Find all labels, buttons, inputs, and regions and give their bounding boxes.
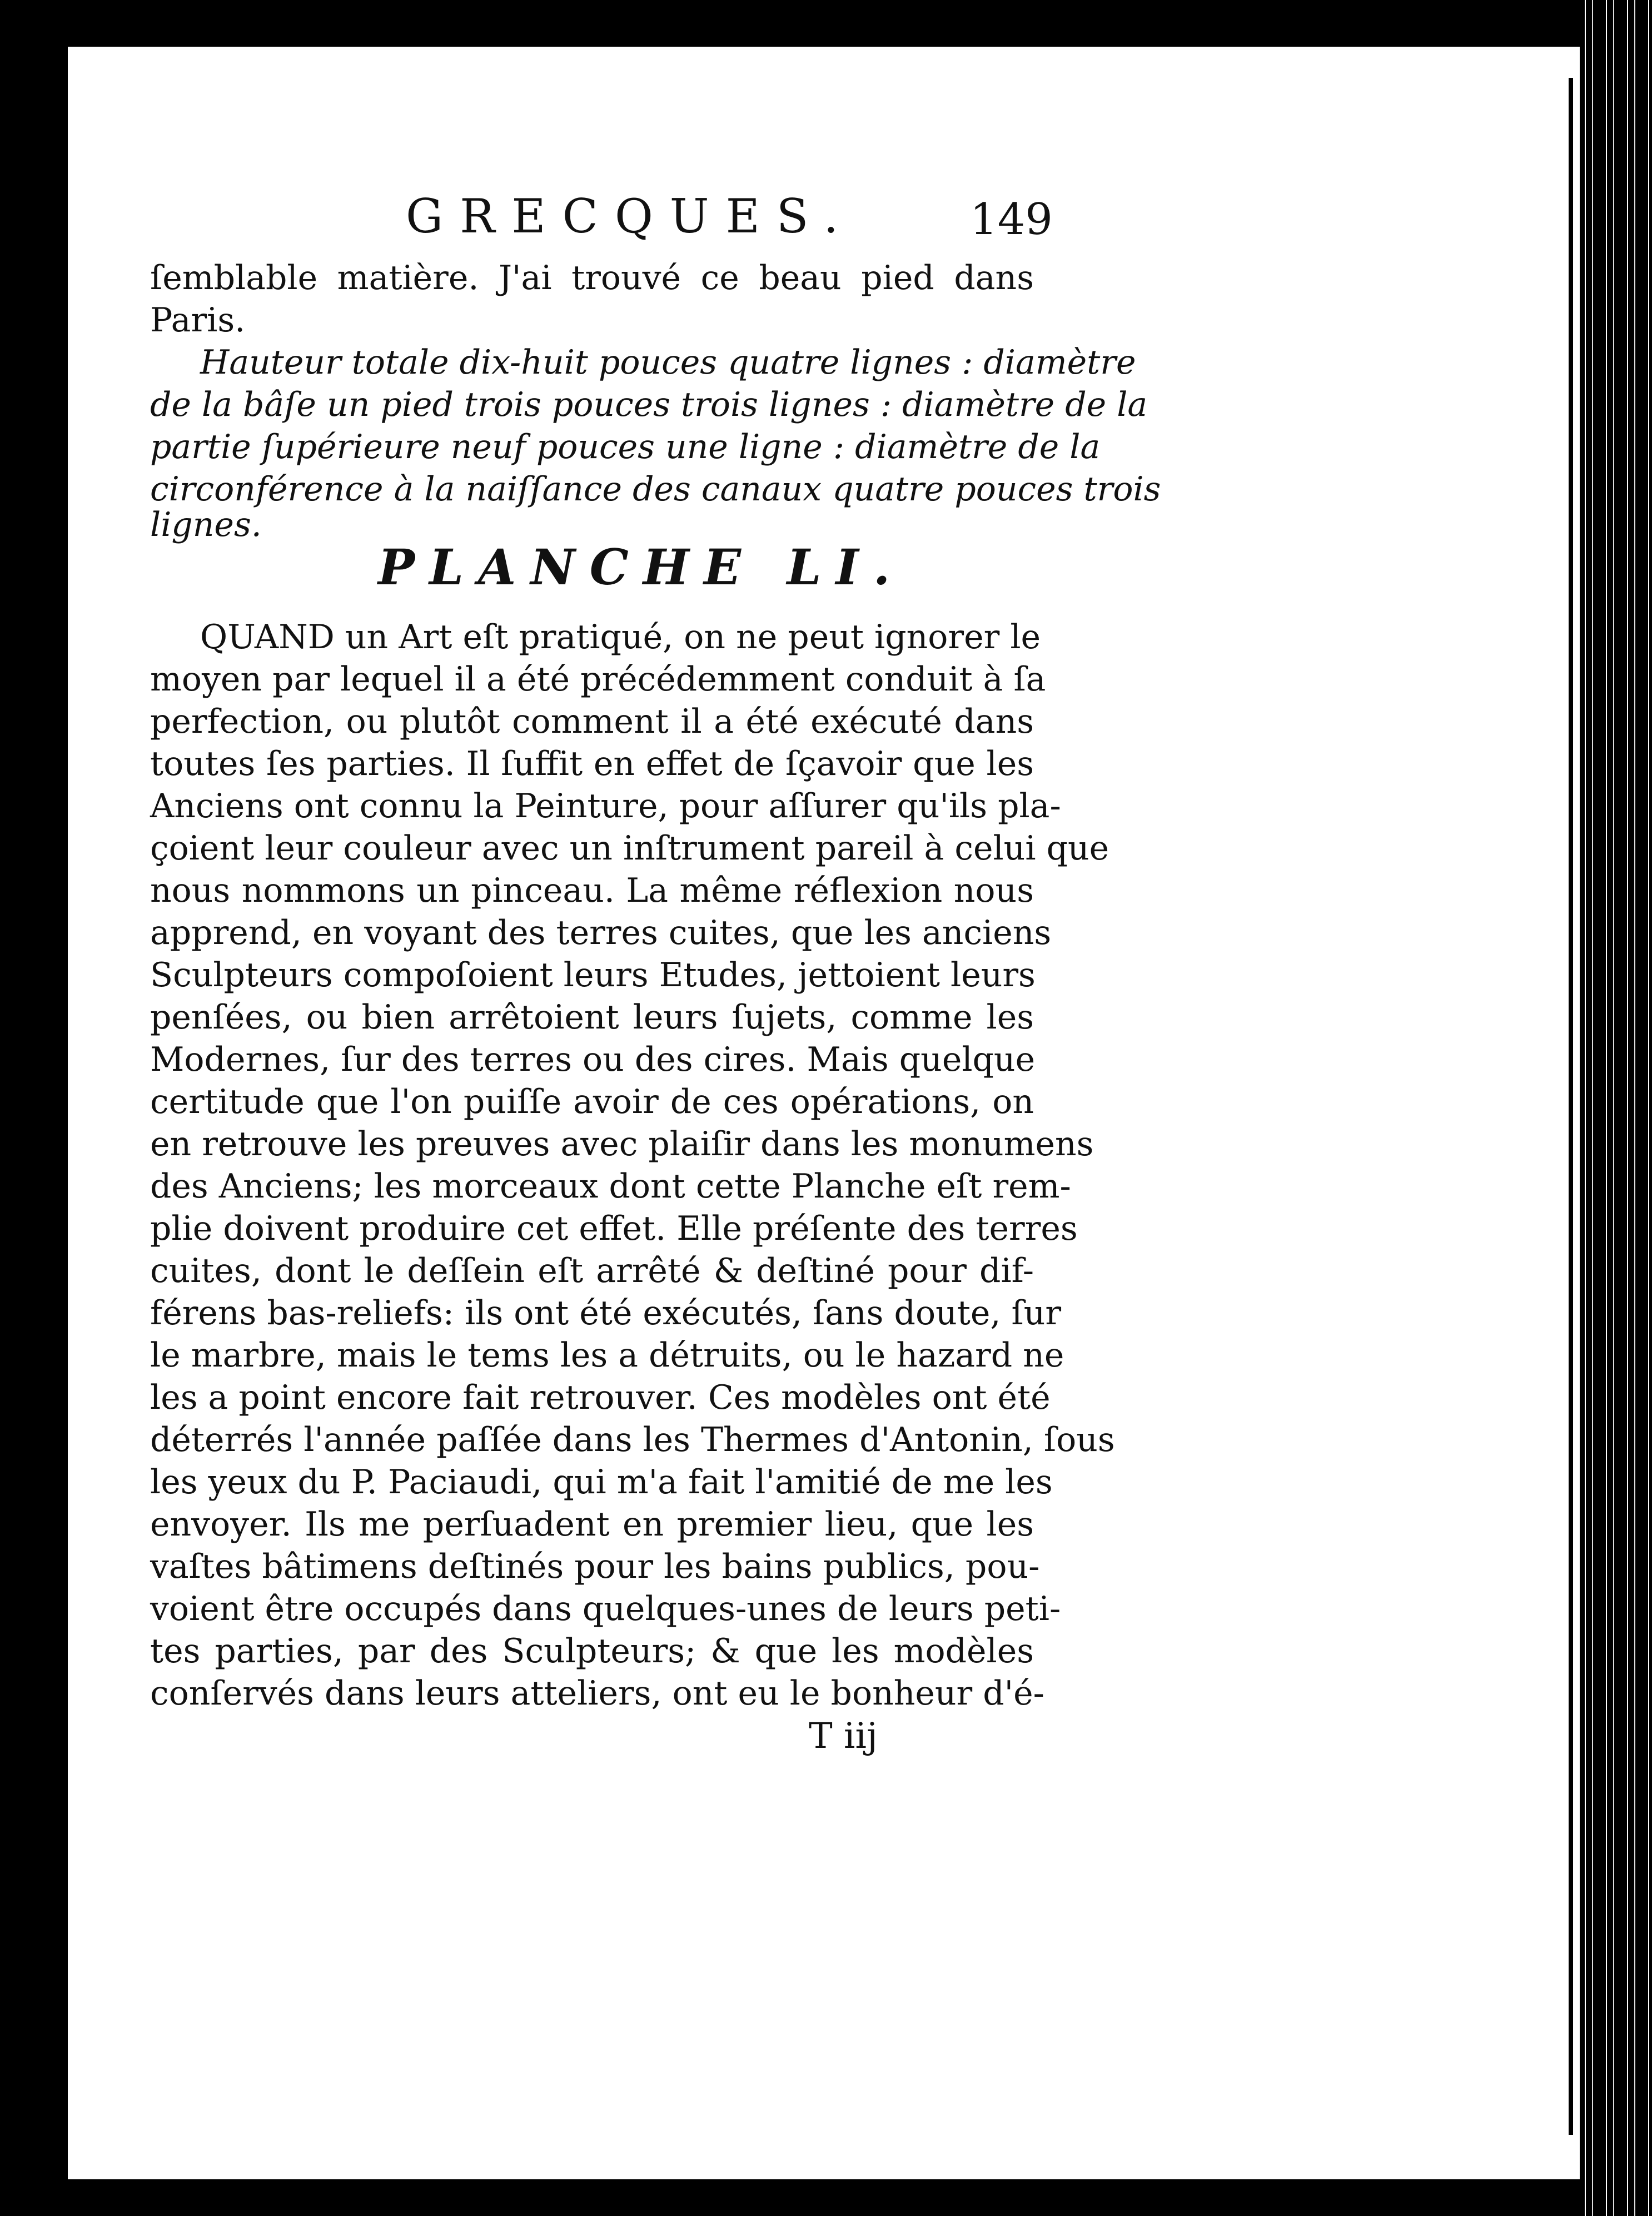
body-line: le marbre, mais le tems les a détruits, ou le hazard ne — [150, 1336, 1064, 1375]
body-line: envoyer. Ils me perſuadent en premier lieu, que les — [150, 1505, 1034, 1544]
body-line: conſervés dans leurs atteliers, ont eu le bonheur d'é- — [150, 1674, 1044, 1713]
measurement-line: lignes. — [150, 505, 262, 544]
body-line: apprend, en voyant des terres cuites, que les anciens — [150, 913, 1052, 952]
running-header: GRECQUES. — [406, 189, 855, 244]
body-line: penſées, ou bien arrêtoient leurs ſujets, comme les — [150, 998, 1034, 1037]
body-line: Sculpteurs compoſoient leurs Etudes, jettoient leurs — [150, 956, 1036, 995]
body-line: voient être occupés dans quelques-unes de leurs peti- — [150, 1589, 1061, 1628]
measurement-line: Hauteur totale dix-huit pouces quatre lignes : diamètre — [200, 343, 1136, 382]
body-line: Anciens ont connu la Peinture, pour aſſurer qu'ils pla- — [150, 787, 1061, 826]
body-line: déterrés l'année paſſée dans les Thermes d'Antonin, ſous — [150, 1420, 1115, 1459]
signature-mark: T iij — [809, 1716, 878, 1757]
body-line: les yeux du P. Paciaudi, qui m'a fait l'amitié de me les — [150, 1463, 1053, 1502]
measurement-line: partie ſupérieure neuf pouces une ligne : diamètre de la — [150, 428, 1101, 466]
body-line: moyen par lequel il a été précédemment conduit à ſa — [150, 660, 1046, 699]
body-line: plie doivent produire cet effet. Elle préſente des terres — [150, 1209, 1078, 1248]
paragraph-line: Paris. — [150, 301, 246, 340]
measurement-line: circonférence à la naiſſance des canaux quatre pouces trois — [150, 470, 1161, 509]
page-fold-shadow — [1569, 78, 1573, 2135]
body-line: des Anciens; les morceaux dont cette Planche eſt rem- — [150, 1167, 1071, 1206]
body-line: certitude que l'on puiſſe avoir de ces opérations, on — [150, 1082, 1034, 1121]
body-line: Modernes, ſur des terres ou des cires. Mais quelque — [150, 1040, 1036, 1079]
body-line: vaſtes bâtimens deſtinés pour les bains publics, pou- — [150, 1547, 1040, 1586]
body-line: cuites, dont le deſſein eſt arrêté & deſtiné pour dif- — [150, 1251, 1034, 1290]
body-line: férens bas-reliefs: ils ont été exécutés, ſans doute, ſur — [150, 1294, 1062, 1333]
body-line: QUAND un Art eſt pratiqué, on ne peut ignorer le — [200, 618, 1041, 657]
body-line: nous nommons un pinceau. La même réflexion nous — [150, 871, 1034, 910]
body-line: en retrouve les preuves avec plaiſir dans les monumens — [150, 1125, 1094, 1164]
book-edge — [1580, 0, 1652, 2216]
measurement-line: de la bâſe un pied trois pouces trois lignes : diamètre de la — [150, 385, 1148, 424]
body-line: les a point encore fait retrouver. Ces modèles ont été — [150, 1378, 1051, 1417]
section-title: PLANCHE LI. — [378, 538, 905, 596]
body-line: toutes ſes parties. Il ſuffit en effet de ſçavoir que les — [150, 744, 1034, 783]
body-line: tes parties, par des Sculpteurs; & que les modèles — [150, 1632, 1034, 1671]
body-line: perfection, ou plutôt comment il a été exécuté dans — [150, 702, 1034, 741]
body-line: çoient leur couleur avec un inſtrument pareil à celui que — [150, 829, 1109, 868]
page-number: 149 — [970, 195, 1053, 245]
paragraph-line: ſemblable matière. J'ai trouvé ce beau pied dans — [150, 259, 1034, 297]
